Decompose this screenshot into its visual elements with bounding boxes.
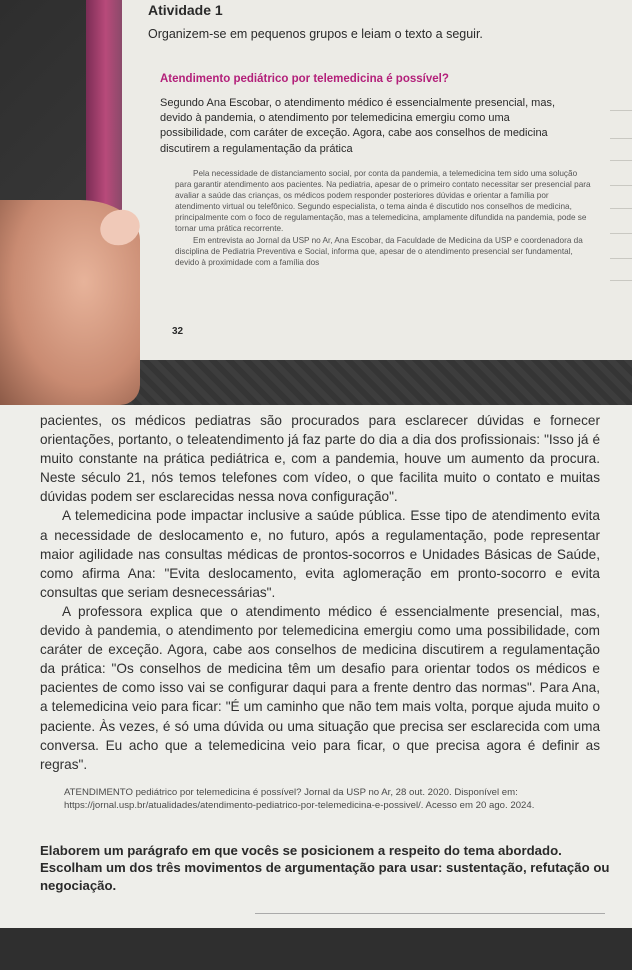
page-number: 32 [172,326,184,337]
article-body [40,411,600,774]
instruction-text: Organizem-se em pequenos grupos e leiam o texto a seguir. [148,27,483,41]
answer-underline [255,913,605,914]
article-paragraph-3: A professora explica que o atendimento médico é essencialmente presencial, mas, devido à pandemia, o atendimento por telemedicina emergiu como uma possibilidade, com caráter de exceção. Agora, cabe aos conselhos de medicina discutirem a regulamentação da prática: "Os conselhos de medicina têm um desafio para orientar todos os médicos e pacientes de como isso vai se configurar daqui para a frente dentro das normas". Para Ana, a telemedicina veio para ficar: "É um caminho que não tem mais volta, porque ajuda muito o paciente. Às vezes, é só uma dúvida ou uma situação que precisa ser esclarecida com uma conversa. Eu acho que a telemedicina veio para ficar, o que precisa agora é definir as regras". [40,603,600,772]
task-instructions [40,842,610,894]
small-paragraph-1: Pela necessidade de distanciamento social, por conta da pandemia, a telemedicina tem sido uma solução para garantir atendimento aos pacientes. Na pediatria, apesar de o primeiro contato necessitar ser presencial para avaliar a saúde das crianças, os médicos podem responder posteriores dúvidas e orientar a família por atendimento virtual ou telefônico. Segundo especialista, o tema ainda é discutido nos conselhos de medicina, principalmente com o foco de regulamentação, mas a telemedicina, amplamente difundida na pandemia, pode se tornar uma prática recorrente. [175,169,591,234]
box-title: Atendimento pediátrico por telemedicina é possível? [160,73,449,85]
activity-title: Atividade 1 [148,2,223,18]
small-text-block [175,168,595,268]
task-line-1: Elaborem um parágrafo em que vocês se posicionem a respeito do tema abordado. [40,843,562,858]
article-paragraph-2: A telemedicina pode impactar inclusive a saúde pública. Esse tipo de atendimento evita a necessidade de deslocamento e, no futuro, após a regulamentação, pode representar maior agilidade nas consultas médicas de prontos-socorros e Unidades Básicas de Saúde, como afirma Ana: "Evita deslocamento, evita aglomeração em pronto-socorro e evita consultas que seriam desnecessárias". [40,508,600,600]
intro-paragraph: Segundo Ana Escobar, o atendimento médico é essencialmente presencial, mas, devido à pandemia, o atendimento por telemedicina emergiu como uma possibilidade, com caráter de exceção. Agora, cabe aos conselhos de medicina discutirem a regulamentação da prática [160,97,556,155]
bottom-dark-bar [0,928,632,970]
small-paragraph-2: Em entrevista ao Jornal da USP no Ar, Ana Escobar, da Faculdade de Medicina da USP e coordenadora da disciplina de Pediatria Preventiva e Social, informa que, apesar de o atendimento presencial ser fundamental, devido à proximidade com a família dos [175,235,583,267]
article-paragraph-1: pacientes, os médicos pediatras são procurados para esclarecer dúvidas e fornecer orientações, portanto, o teleatendimento já faz parte do dia a dia dos profissionais: "Isso já é muito constante na prática pediátrica e, com a pandemia, houve um aumento da procura. Neste século 21, nós temos telefones com vídeo, o que facilita muito o contato e muitas dúvidas podem ser esclarecidas nessa nova configuração". [40,413,600,505]
source-citation: ATENDIMENTO pediátrico por telemedicina é possível? Jornal da USP no Ar, 28 out. 2020. Disponível em: https://jornal.usp.br/atualidades/atendimento-pediatrico-por-telemedicina-e-possivel/. Acesso em 20 ago. 2024. [64,787,535,812]
photo-region [0,0,632,405]
task-line-2: Escolham um dos três movimentos de argumentação para usar: sustentação, refutação ou negociação. [40,860,610,893]
